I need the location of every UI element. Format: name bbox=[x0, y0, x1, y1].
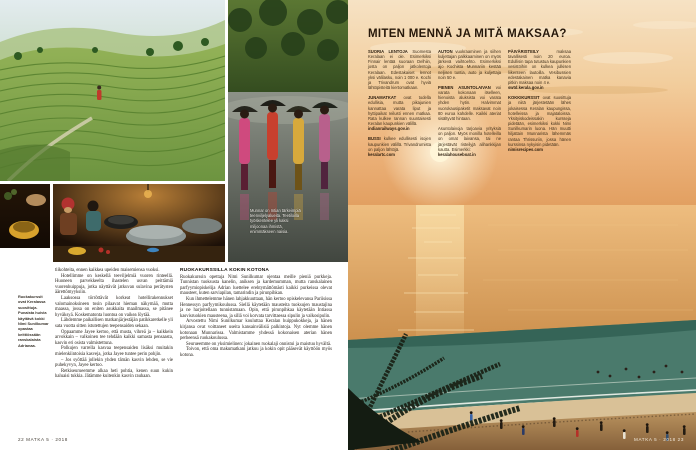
info-link: keralartc.com bbox=[368, 151, 395, 157]
paragraph: Laaksossa törröttävät korkeat hotellirakennukset valomainoksineen tosin pilaavat hieman näkymää, mutta maassa, jossa on eniten asukkaita maailmassa, se pitänee hyväksyä. Koskematonta luontoa on vaikea löytää. bbox=[55, 295, 173, 318]
info-lead: PIENEN ASUNTOLAIVAN bbox=[438, 84, 491, 90]
paragraph: Polkujen varrella kasvaa teepensaiden lisäksi muitakin mielenkiintoisia kasveja, jotka Jayee tuntee perin pohjin. bbox=[55, 346, 173, 357]
info-item bbox=[368, 49, 431, 90]
info-lead: SUORIA LENTOJA bbox=[368, 49, 408, 54]
info-link: nimisrecipes.com bbox=[508, 146, 543, 152]
info-item bbox=[438, 49, 501, 80]
info-item bbox=[438, 85, 501, 121]
infobox-column-1 bbox=[368, 49, 431, 162]
right-page bbox=[348, 0, 696, 450]
yellow-bowl-photo bbox=[0, 184, 50, 248]
info-text: ovat suosittuja ja niitä järjestetään lähes jokaisessa Keralan kaupungissa, hotelleissa ja majataloissa. Yksityiskodeissakin kursseja pidetään, esimerkiksi kokki Nimi Sunilkumarin luona. Hän muutti hiljattain Munnarista lähemmäs rantaa Thrissuriin, jossa hänen kurssinsa nykyisin pidetään. bbox=[508, 95, 571, 147]
paragraph: Arvostettu Nimi Sunilkumar kouluttaa Keralan huippukokkeja, ja hänen kirjansa ovat voittaneet useita kansainvälisiä palkintoja. Nyt olemme hänen kotonaan Munnarissa. Valmistamme yhdessä kokonaisen aterian hänen perheensä ruokakoulussa. bbox=[180, 319, 332, 342]
info-text: vuokraaminen ja siihen kuljettajan palkkaaminen on myös järkevä vaihtoehto. Esimerkiksi ajo Kochista Munnariin kestää neljisen tuntia, auto ja kuljettaja noin 50 e. bbox=[438, 49, 501, 80]
paragraph: Kun ihmettelemme hänen lahjakkuuttaan, hän kertoo opiskelevansa Pariisissa Hennessyn parfyymikoulussa. Siellä käytetään mausteita tuoksujen maustajina ja ne harjoitellaan tunnistamaan. Opin, että pirunpihkaa käytetään Intiassa kasvisruokien mausteena, ja sillä voi korvata tarvittaessa sipulin ja valkosipulin. bbox=[180, 296, 332, 319]
infobox bbox=[368, 28, 580, 162]
paragraph: Seurueemme on yksimielinen: jokainen ruokalaji onnistui ja maistuu hyvältä. bbox=[186, 341, 332, 347]
left-page-footer: 22 MATKA 5 · 2018 bbox=[18, 437, 68, 442]
paragraph: Retkiseurueemme alkaa heti pohtia, kenen suun kukin haluaisi tukkia. Jätämme kuitenkin kasvin rauhaan. bbox=[55, 368, 173, 380]
tea-plantation-photo bbox=[0, 0, 225, 181]
infobox-columns bbox=[368, 49, 580, 162]
info-text: ovat todella edullisia, mutta pikajunien kannattaa varata liput ja hyttipaikat reilusti ennen matkaa. Rata kulkee rannan suuntaisesti Keralan kaupunkien välillä. bbox=[368, 95, 431, 127]
info-text: voi varata kokonaan itselleen, hienoista aluksista voi varata yhden hytin. Halvimmat vuorokausipaketit maksavat noin 80 euroa kahdelle. Kaikki ateriat sisältyvät hintaan. bbox=[438, 84, 501, 121]
info-lead: BUSSI bbox=[368, 136, 381, 142]
info-lead: AUTON bbox=[438, 49, 453, 54]
info-text: Suomesta Keralaan ei ole. Esimerkiksi Finnair lentää suoraan Delhiin, josta on paljon jatkolentoja Keralaan. Edestakaiset lennot yksi välilasku, noin 1 000 e. Kochi ja Trivandrum ovat hyviä lähtöpisteitä kiertomatkaan. bbox=[368, 49, 431, 91]
body-column-2 bbox=[180, 268, 332, 440]
paragraph: Oppaamme Jayee kertoo, että musta, vihreä ja – kaikkein arvokkain – valkoinen tee tehdään kaikki samasta pensaasta, kasvin eri osista valmistettuna. bbox=[55, 329, 173, 346]
paragraph: Ruokakurssin opettaja Nimi Sunilkumar ojentaa meille pieniä purkkeja. Tunnistan tuoksusta kanelin, aniksen ja kardemumman, mutta ranskalainen parfyymiopiskelija Adrian luettelee erehtymättömästi kaikki purkeissa olevat mausteet, kuten sarviapilan, tamarindin ja pirunpihkan. bbox=[180, 274, 332, 297]
info-link: keralahouseboat.in bbox=[438, 151, 476, 157]
info-lead: JUNAMATKAT bbox=[368, 95, 397, 101]
paragraph: Toivon, että oma makumatkani jatkuu ja kokin opit pääsevät käyttöön myös kotona. bbox=[180, 347, 332, 358]
info-item bbox=[508, 49, 571, 90]
right-page-footer: MATKA 5 · 2018 23 bbox=[634, 437, 684, 442]
info-item bbox=[368, 95, 431, 131]
info-item bbox=[368, 136, 431, 157]
info-lead: KOKKIKURSSIT bbox=[508, 95, 540, 101]
info-link: swtd.kerala.gov.in bbox=[508, 85, 544, 91]
body-column-1 bbox=[55, 268, 173, 440]
cooking-class-photo bbox=[53, 184, 225, 262]
section-heading: RUOKAKURSSILLA KOKIN KOTONA bbox=[180, 268, 270, 273]
paragraph: – Jos syöttää jollekin yhden tämän kasvin lehden, se vie puhekyvyn, Jayee kertoo. bbox=[55, 357, 173, 369]
infobox-column-3 bbox=[508, 49, 571, 162]
paragraph: Lähdemme paikallisen matkanjärjestäjän patikkaretkelle yli sata vuotta sitten istutettujen teepensaiden sekaan. bbox=[55, 318, 173, 329]
info-item bbox=[508, 95, 571, 152]
info-text: Asuntolaivoja tarjoavia yrityksiä on paljon. Myös monilla hotelleilla on omat laivansa, tai ne järjestävät risteilyjä alihankkijan kautta. Esimerkki: bbox=[438, 126, 501, 152]
info-text: kulkee edullisesti isojen kaupunkien välillä. Trivandrumista on paljon lähtöjä. bbox=[368, 136, 431, 152]
paragraph: Hotellimme on keskellä teeviljelmiä vuoren rinteellä. Huoneen parvekkeelta ihastelen usvan peittämiä vuorenhuippuja, jotka näyttävät jatkuvan sulavina perätysten äärettömyyksiin. bbox=[55, 273, 173, 296]
infobox-title: MITEN MENNÄ JA MITÄ MAKSAA? bbox=[368, 28, 567, 40]
munnar-photo-caption: Munnar on Intian tärkeimpiä teenviljelyalueita. Teetiloilla työskentelee yli kaksi miljoonaa ihmistä, enimmäkseen naisia. bbox=[250, 208, 301, 234]
info-link: indianrailways.gov.in bbox=[368, 126, 410, 132]
info-text: maksaa tavallisesti noin 20 euroa. Edullisin tapa tutustua kaupunkien vesistöihin on kulkea julkisen liikenteen lautoilla. Vesibussien edestakainen matka kanavia pitkin maksaa noin 4 e. bbox=[508, 49, 571, 85]
kitchen-photo-caption: Ruokakurssit ovat Keralassa suosittuja. Punaista huivia käyttävä kokki Nimi Sunilkumar opastaa keittiössään ranskalaista Adrianaa. bbox=[18, 294, 49, 348]
info-lead: PÄIVÄRISTEILY bbox=[508, 49, 539, 54]
infobox-column-2 bbox=[438, 49, 501, 162]
paragraph: tiikohteita, ennen kaikkea upeiden maisemiensa vuoksi. bbox=[55, 268, 160, 273]
info-item bbox=[438, 126, 501, 157]
